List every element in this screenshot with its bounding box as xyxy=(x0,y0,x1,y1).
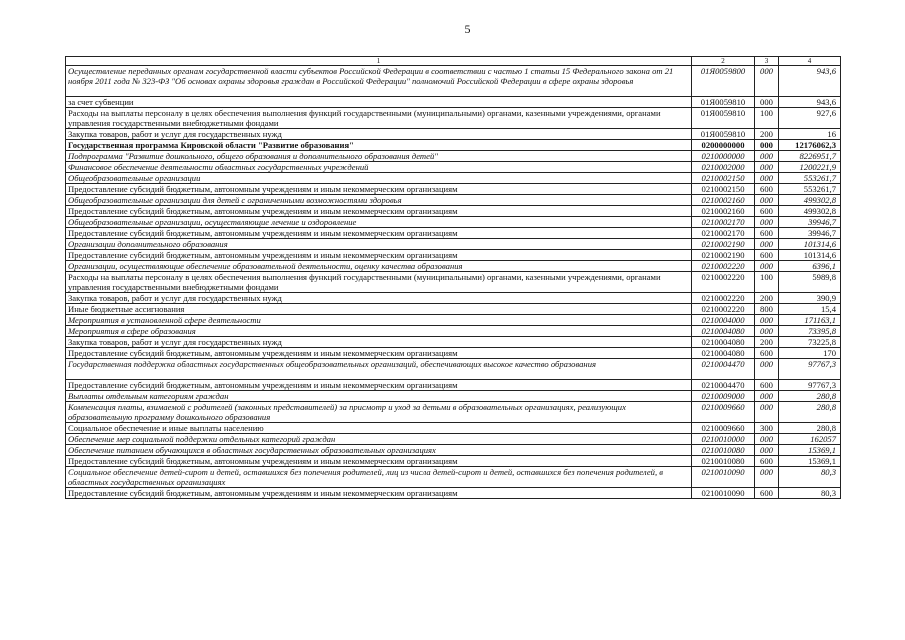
table-row xyxy=(66,217,841,228)
table-row xyxy=(66,66,841,97)
table-row xyxy=(66,402,841,423)
row-amount-cell: 16 xyxy=(779,129,841,140)
row-name-cell: Предоставление субсидий бюджетным, автономным учреждениям и иным некоммерческим организациям xyxy=(66,488,692,499)
row-name-cell: Мероприятия в сфере образования xyxy=(66,326,692,337)
table-row xyxy=(66,315,841,326)
row-type-cell: 600 xyxy=(755,348,779,359)
table-row xyxy=(66,391,841,402)
row-type-cell: 000 xyxy=(755,239,779,250)
row-code-cell: 0210002220 xyxy=(692,261,755,272)
row-amount-cell: 39946,7 xyxy=(779,228,841,239)
row-name-cell: Иные бюджетные ассигнования xyxy=(66,304,692,315)
row-amount-cell: 170 xyxy=(779,348,841,359)
row-type-cell: 000 xyxy=(755,261,779,272)
row-type-cell: 100 xyxy=(755,272,779,293)
table-row xyxy=(66,162,841,173)
table-row xyxy=(66,467,841,488)
table-row xyxy=(66,140,841,151)
row-code-cell: 0210002220 xyxy=(692,293,755,304)
row-code-cell: 0210009660 xyxy=(692,423,755,434)
row-name-cell: Предоставление субсидий бюджетным, автономным учреждениям и иным некоммерческим организациям xyxy=(66,380,692,391)
table-row xyxy=(66,348,841,359)
table-row xyxy=(66,359,841,380)
row-type-cell: 000 xyxy=(755,162,779,173)
row-name-cell: Компенсация платы, взимаемой с родителей (законных представителей) за присмотр и уход за детьми в образовательных организациях, реализующих образовательную программу дошкольного образования xyxy=(66,402,692,423)
row-amount-cell: 97767,3 xyxy=(779,380,841,391)
row-type-cell: 000 xyxy=(755,434,779,445)
row-amount-cell: 101314,6 xyxy=(779,239,841,250)
row-name-cell: Закупка товаров, работ и услуг для государственных нужд xyxy=(66,337,692,348)
row-type-cell: 000 xyxy=(755,66,779,97)
row-name-cell: Мероприятия в установленной сфере деятельности xyxy=(66,315,692,326)
row-code-cell: 01Я0059810 xyxy=(692,97,755,108)
row-name-cell: Общеобразовательные организации для детей с ограниченными возможностями здоровья xyxy=(66,195,692,206)
row-amount-cell: 15,4 xyxy=(779,304,841,315)
row-type-cell: 000 xyxy=(755,467,779,488)
table-row xyxy=(66,108,841,129)
header-cell: 4 xyxy=(779,57,841,66)
row-code-cell: 0210002190 xyxy=(692,250,755,261)
row-code-cell: 0210002000 xyxy=(692,162,755,173)
table-row xyxy=(66,380,841,391)
row-amount-cell: 927,6 xyxy=(779,108,841,129)
table-row xyxy=(66,151,841,162)
row-amount-cell: 8226951,7 xyxy=(779,151,841,162)
row-type-cell: 000 xyxy=(755,402,779,423)
row-amount-cell: 553261,7 xyxy=(779,173,841,184)
page-number: 5 xyxy=(464,22,471,36)
row-amount-cell: 943,6 xyxy=(779,66,841,97)
row-name-cell: Закупка товаров, работ и услуг для государственных нужд xyxy=(66,129,692,140)
row-name-cell: Организации дополнительного образования xyxy=(66,239,692,250)
row-code-cell: 0210010080 xyxy=(692,445,755,456)
row-code-cell: 0210002160 xyxy=(692,206,755,217)
row-amount-cell: 499302,8 xyxy=(779,206,841,217)
row-code-cell: 0210002170 xyxy=(692,217,755,228)
row-amount-cell: 943,6 xyxy=(779,97,841,108)
row-name-cell: Государственная поддержка областных государственных общеобразовательных организаций, обеспечивающих высокое качество образования xyxy=(66,359,692,380)
row-name-cell: Осуществление переданных органам государственной власти субъектов Российской Федерации в соответствии с частью 1 статьи 15 Федерального закона от 21 ноября 2011 года № 323-ФЗ "Об основах охраны здоровья граждан в Российской Федерации" полномочий Российской Федерации в сфере охраны здоровья xyxy=(66,66,692,97)
row-amount-cell: 80,3 xyxy=(779,488,841,499)
header-cell: 2 xyxy=(692,57,755,66)
row-name-cell: за счет субвенции xyxy=(66,97,692,108)
table-row xyxy=(66,488,841,499)
row-type-cell: 100 xyxy=(755,108,779,129)
budget-table xyxy=(65,56,841,499)
row-type-cell: 000 xyxy=(755,97,779,108)
row-name-cell: Предоставление субсидий бюджетным, автономным учреждениям и иным некоммерческим организациям xyxy=(66,228,692,239)
row-type-cell: 600 xyxy=(755,488,779,499)
row-name-cell: Расходы на выплаты персоналу в целях обеспечения выполнения функций государственными (муниципальными) органами, казенными учреждениями, органами управления государственными внебюджетными фондами xyxy=(66,108,692,129)
table-row xyxy=(66,173,841,184)
row-type-cell: 000 xyxy=(755,315,779,326)
table-row xyxy=(66,129,841,140)
row-code-cell: 01Я0059810 xyxy=(692,108,755,129)
row-type-cell: 000 xyxy=(755,326,779,337)
row-code-cell: 0210010090 xyxy=(692,467,755,488)
row-amount-cell: 280,8 xyxy=(779,391,841,402)
row-amount-cell: 39946,7 xyxy=(779,217,841,228)
row-name-cell: Социальное обеспечение и иные выплаты населению xyxy=(66,423,692,434)
row-type-cell: 300 xyxy=(755,423,779,434)
row-name-cell: Выплаты отдельным категориям граждан xyxy=(66,391,692,402)
row-name-cell: Предоставление субсидий бюджетным, автономным учреждениям и иным некоммерческим организациям xyxy=(66,206,692,217)
row-amount-cell: 6396,1 xyxy=(779,261,841,272)
table-row xyxy=(66,456,841,467)
row-name-cell: Государственная программа Кировской области "Развитие образования" xyxy=(66,140,692,151)
row-type-cell: 000 xyxy=(755,445,779,456)
table-row xyxy=(66,206,841,217)
row-name-cell: Подпрограмма "Развитие дошкольного, общего образования и дополнительного образования детей" xyxy=(66,151,692,162)
row-type-cell: 000 xyxy=(755,359,779,380)
row-amount-cell: 162057 xyxy=(779,434,841,445)
row-code-cell: 0210002190 xyxy=(692,239,755,250)
table-row xyxy=(66,272,841,293)
row-amount-cell: 73395,8 xyxy=(779,326,841,337)
row-name-cell: Организации, осуществляющие обеспечение образовательной деятельности, оценку качества образования xyxy=(66,261,692,272)
row-type-cell: 600 xyxy=(755,206,779,217)
row-type-cell: 000 xyxy=(755,173,779,184)
table-row xyxy=(66,184,841,195)
row-name-cell: Общеобразовательные организации, осуществляющие лечение и оздоровление xyxy=(66,217,692,228)
row-type-cell: 600 xyxy=(755,184,779,195)
row-name-cell: Закупка товаров, работ и услуг для государственных нужд xyxy=(66,293,692,304)
table-row xyxy=(66,337,841,348)
row-type-cell: 200 xyxy=(755,293,779,304)
row-code-cell: 0200000000 xyxy=(692,140,755,151)
row-name-cell: Общеобразовательные организации xyxy=(66,173,692,184)
row-code-cell: 0210010090 xyxy=(692,488,755,499)
table-row xyxy=(66,250,841,261)
row-amount-cell: 15369,1 xyxy=(779,456,841,467)
row-amount-cell: 101314,6 xyxy=(779,250,841,261)
row-code-cell: 0210004080 xyxy=(692,348,755,359)
row-amount-cell: 390,9 xyxy=(779,293,841,304)
row-name-cell: Финансовое обеспечение деятельности областных государственных учреждений xyxy=(66,162,692,173)
row-amount-cell: 5989,8 xyxy=(779,272,841,293)
table-row xyxy=(66,423,841,434)
row-code-cell: 0210004080 xyxy=(692,326,755,337)
row-amount-cell: 15369,1 xyxy=(779,445,841,456)
row-type-cell: 600 xyxy=(755,228,779,239)
row-amount-cell: 80,3 xyxy=(779,467,841,488)
row-type-cell: 600 xyxy=(755,456,779,467)
row-amount-cell: 73225,8 xyxy=(779,337,841,348)
row-code-cell: 0210002150 xyxy=(692,173,755,184)
table-row xyxy=(66,228,841,239)
row-amount-cell: 280,8 xyxy=(779,402,841,423)
row-amount-cell: 97767,3 xyxy=(779,359,841,380)
row-type-cell: 600 xyxy=(755,250,779,261)
row-code-cell: 0210010000 xyxy=(692,434,755,445)
row-type-cell: 000 xyxy=(755,391,779,402)
row-amount-cell: 280,8 xyxy=(779,423,841,434)
row-amount-cell: 553261,7 xyxy=(779,184,841,195)
row-name-cell: Обеспечение питанием обучающихся в областных государственных образовательных организациях xyxy=(66,445,692,456)
row-type-cell: 800 xyxy=(755,304,779,315)
header-cell: 3 xyxy=(755,57,779,66)
table-row xyxy=(66,261,841,272)
row-name-cell: Социальное обеспечение детей-сирот и детей, оставшихся без попечения родителей, лиц из числа детей-сирот и детей, оставшихся без попечения родителей, в областных государственных организациях xyxy=(66,467,692,488)
row-amount-cell: 171163,1 xyxy=(779,315,841,326)
row-code-cell: 0210002170 xyxy=(692,228,755,239)
row-name-cell: Предоставление субсидий бюджетным, автономным учреждениям и иным некоммерческим организациям xyxy=(66,456,692,467)
row-name-cell: Предоставление субсидий бюджетным, автономным учреждениям и иным некоммерческим организациям xyxy=(66,250,692,261)
row-amount-cell: 1200221,9 xyxy=(779,162,841,173)
row-name-cell: Предоставление субсидий бюджетным, автономным учреждениям и иным некоммерческим организациям xyxy=(66,184,692,195)
table-row xyxy=(66,195,841,206)
row-name-cell: Расходы на выплаты персоналу в целях обеспечения выполнения функций государственными (муниципальными) органами, казенными учреждениями, органами управления государственными внебюджетными фондами xyxy=(66,272,692,293)
row-amount-cell: 499302,8 xyxy=(779,195,841,206)
table-row xyxy=(66,293,841,304)
row-code-cell: 01Я0059800 xyxy=(692,66,755,97)
table-row xyxy=(66,304,841,315)
row-code-cell: 0210004470 xyxy=(692,380,755,391)
row-type-cell: 000 xyxy=(755,195,779,206)
row-code-cell: 0210002220 xyxy=(692,304,755,315)
row-type-cell: 200 xyxy=(755,337,779,348)
row-code-cell: 0210004000 xyxy=(692,315,755,326)
row-name-cell: Предоставление субсидий бюджетным, автономным учреждениям и иным некоммерческим организациям xyxy=(66,348,692,359)
table-row xyxy=(66,97,841,108)
header-cell: 1 xyxy=(66,57,692,66)
row-code-cell: 01Я0059810 xyxy=(692,129,755,140)
table-row xyxy=(66,434,841,445)
row-type-cell: 000 xyxy=(755,151,779,162)
table-row xyxy=(66,445,841,456)
row-type-cell: 000 xyxy=(755,217,779,228)
table-row xyxy=(66,326,841,337)
row-code-cell: 0210004080 xyxy=(692,337,755,348)
row-code-cell: 0210010080 xyxy=(692,456,755,467)
row-code-cell: 0210009000 xyxy=(692,391,755,402)
row-code-cell: 0210004470 xyxy=(692,359,755,380)
table-header-row xyxy=(66,57,841,66)
row-type-cell: 000 xyxy=(755,140,779,151)
row-code-cell: 0210000000 xyxy=(692,151,755,162)
table-row xyxy=(66,239,841,250)
row-code-cell: 0210009660 xyxy=(692,402,755,423)
row-name-cell: Обеспечение мер социальной поддержки отдельных категорий граждан xyxy=(66,434,692,445)
row-type-cell: 200 xyxy=(755,129,779,140)
row-code-cell: 0210002150 xyxy=(692,184,755,195)
row-type-cell: 600 xyxy=(755,380,779,391)
row-code-cell: 0210002160 xyxy=(692,195,755,206)
row-code-cell: 0210002220 xyxy=(692,272,755,293)
row-amount-cell: 12176062,3 xyxy=(779,140,841,151)
